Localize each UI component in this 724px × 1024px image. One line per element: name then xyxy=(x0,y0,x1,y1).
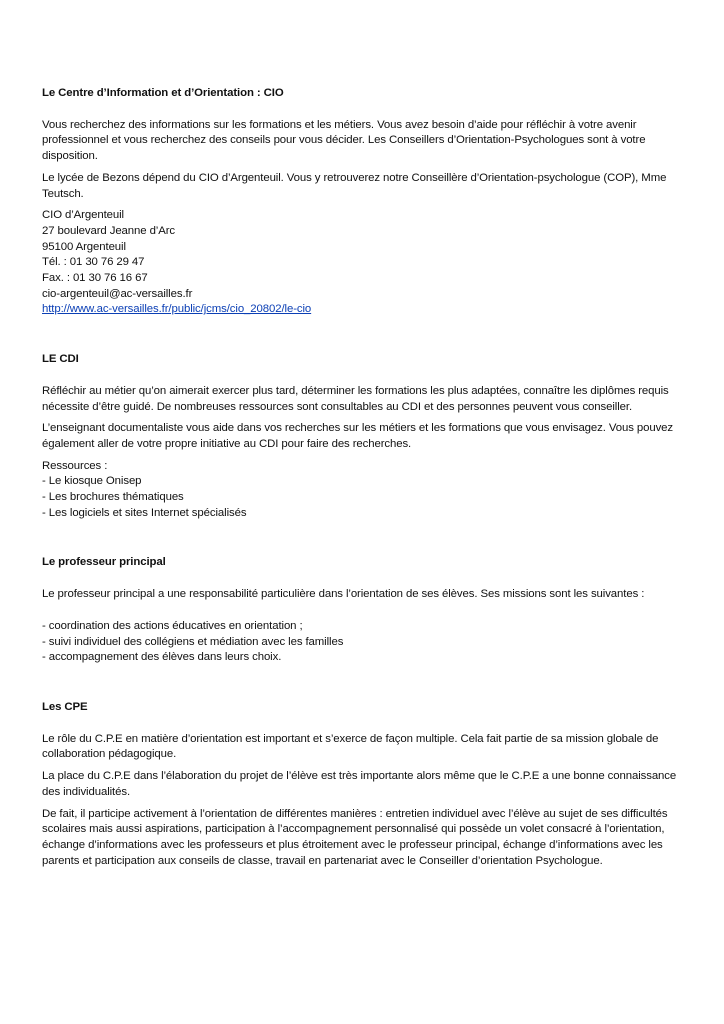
pp-missions xyxy=(42,619,690,666)
cdi-paragraph-2: L’enseignant documentaliste vous aide dans vos recherches sur les métiers et les formations que vous envisagez. Vous pouvez également aller de votre propre initiative au CDI pour faire des recherches. xyxy=(42,422,674,450)
list-item: - Les logiciels et sites Internet spécialisés xyxy=(42,506,247,519)
cio-paragraph-2: Le lycée de Bezons dépend du CIO d’Argenteuil. Vous y retrouverez notre Conseillère d’Orientation-psychologue (COP), Mme Teutsch. xyxy=(42,171,667,200)
section-title-cdi: LE CDI xyxy=(42,353,79,366)
list-item: - coordination des actions éducatives en orientation ; xyxy=(42,619,303,632)
cio-paragraph-1: Vous recherchez des informations sur les formations et les métiers. Vous avez besoin d’aide pour réfléchir à votre avenir professionnel et vous recherchez des conseils pour vous décider. Les Conseillers d’Orientation-Psychologues sont à votre disposition. xyxy=(42,118,646,163)
section-cpe xyxy=(42,700,690,869)
section-professeur-principal xyxy=(42,555,690,666)
cpe-paragraph-1: Le rôle du C.P.E en matière d’orientation est important et s’exerce de façon multiple. Cela fait partie de sa mission globale de collaboration pédagogique. xyxy=(42,732,659,761)
cdi-resources-label: Ressources : xyxy=(42,459,108,472)
list-item: - Le kiosque Onisep xyxy=(42,475,142,488)
pp-paragraph-1: Le professeur principal a une responsabilité particulière dans l’orientation de ses élèves. Ses missions sont les suivantes : xyxy=(42,588,645,601)
cdi-resources xyxy=(42,459,690,522)
cio-phone: Tél. : 01 30 76 29 47 xyxy=(42,256,145,269)
cpe-paragraph-3: De fait, il participe activement à l’orientation de différentes manières : entretien individuel avec l’élève au sujet de ses difficultés scolaires mais aussi aspirations, participation à l’accompagnement personnalisé qui possède un volet consacré à l’orientation, échange d’informations avec les professeurs et plus étroitement avec le professeur principal, échange d’informations avec les parents et participation aux conseils de classe, travail en partenariat avec le Conseiller d’orientation Psychologue. xyxy=(42,807,668,867)
cpe-paragraph-2: La place du C.P.E dans l’élaboration du projet de l’élève est très importante alors même que le C.P.E a une bonne connaissance des individualités. xyxy=(42,770,677,798)
cio-email: cio-argenteuil@ac-versailles.fr xyxy=(42,287,193,300)
section-cdi xyxy=(42,352,690,521)
cio-address-city: 95100 Argenteuil xyxy=(42,240,126,253)
section-cio xyxy=(42,86,690,318)
cdi-paragraph-1: Réfléchir au métier qu’on aimerait exercer plus tard, déterminer les formations les plus adaptées, connaître les diplômes requis nécessite d’être guidé. De nombreuses ressources sont consultables au CDI et des personnes peuvent vous conseiller. xyxy=(42,384,669,413)
cio-fax: Fax. : 01 30 76 16 67 xyxy=(42,272,148,285)
section-title-cpe: Les CPE xyxy=(42,700,88,713)
cio-address-street: 27 boulevard Jeanne d’Arc xyxy=(42,224,176,237)
section-title-professeur-principal: Le professeur principal xyxy=(42,556,166,569)
list-item: - suivi individuel des collégiens et médiation avec les familles xyxy=(42,635,344,648)
cio-website-link[interactable]: http://www.ac-versailles.fr/public/jcms/cio_20802/le-cio xyxy=(42,303,312,316)
document-page xyxy=(42,86,690,869)
cio-address-name: CIO d’Argenteuil xyxy=(42,209,124,222)
list-item: - Les brochures thématiques xyxy=(42,491,184,504)
cio-address-block xyxy=(42,208,690,318)
section-title-cio: Le Centre d’Information et d’Orientation : CIO xyxy=(42,87,284,99)
list-item: - accompagnement des élèves dans leurs choix. xyxy=(42,651,282,664)
